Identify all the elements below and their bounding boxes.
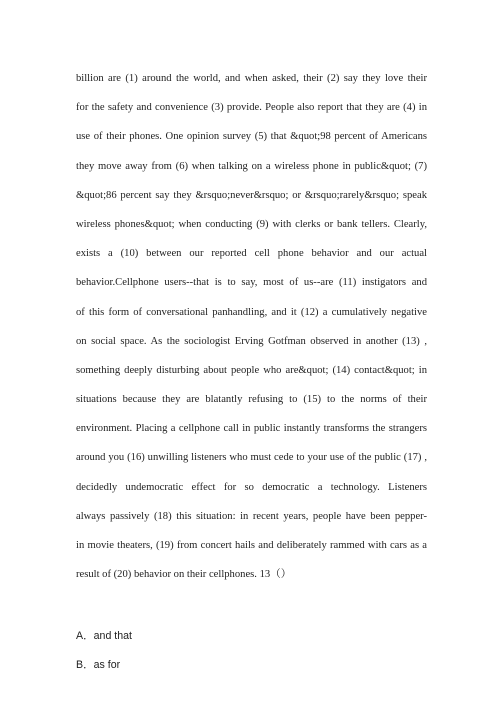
- passage-line-10: on social space. As the sociologist Erving Gotfman observed in another (13) ,: [76, 335, 427, 347]
- passage-line-5: &quot;86 percent say they &rsquo;never&rsquo; or &rsquo;rarely&rsquo; speak: [76, 189, 427, 201]
- passage-line-4: they move away from (6) when talking on a wireless phone in public&quot; (7): [76, 160, 427, 172]
- passage-line-9: of this form of conversational panhandling, and it (12) a cumulatively negative: [76, 306, 427, 318]
- passage-line-13: environment. Placing a cellphone call in public instantly transforms the strangers: [76, 423, 427, 435]
- passage-line-11: something deeply disturbing about people who are&quot; (14) contact&quot; in: [76, 364, 427, 376]
- answer-option-b: B．as for: [76, 659, 121, 671]
- passage-line-3: use of their phones. One opinion survey (5) that &quot;98 percent of Americans: [76, 131, 427, 143]
- passage-line-6: wireless phones&quot; when conducting (9) with clerks or bank tellers. Clearly,: [76, 218, 427, 230]
- cloze-passage: [76, 64, 427, 589]
- passage-line-16: always passively (18) this situation: in recent years, people have been pepper-: [76, 510, 427, 522]
- passage-line-12: situations because they are blatantly refusing to (15) to the norms of their: [76, 394, 427, 406]
- passage-line-18: result of (20) behavior on their cellphones. 13（）: [76, 569, 292, 581]
- passage-line-8: behavior.Cellphone users--that is to say, most of us--are (11) instigators and: [76, 277, 427, 289]
- answer-option-a: A．and that: [76, 630, 132, 642]
- passage-line-1: billion are (1) around the world, and when asked, their (2) say they love their: [76, 73, 427, 84]
- passage-line-15: decidedly undemocratic effect for so democratic a technology. Listeners: [76, 481, 427, 493]
- passage-line-14: around you (16) unwilling listeners who must cede to your use of the public (17) ,: [76, 452, 427, 464]
- passage-line-7: exists a (10) between our reported cell phone behavior and our actual: [76, 248, 427, 260]
- passage-line-17: in movie theaters, (19) from concert hails and deliberately rammed with cars as a: [76, 540, 427, 551]
- passage-line-2: for the safety and convenience (3) provide. People also report that they are (4) in: [76, 102, 427, 114]
